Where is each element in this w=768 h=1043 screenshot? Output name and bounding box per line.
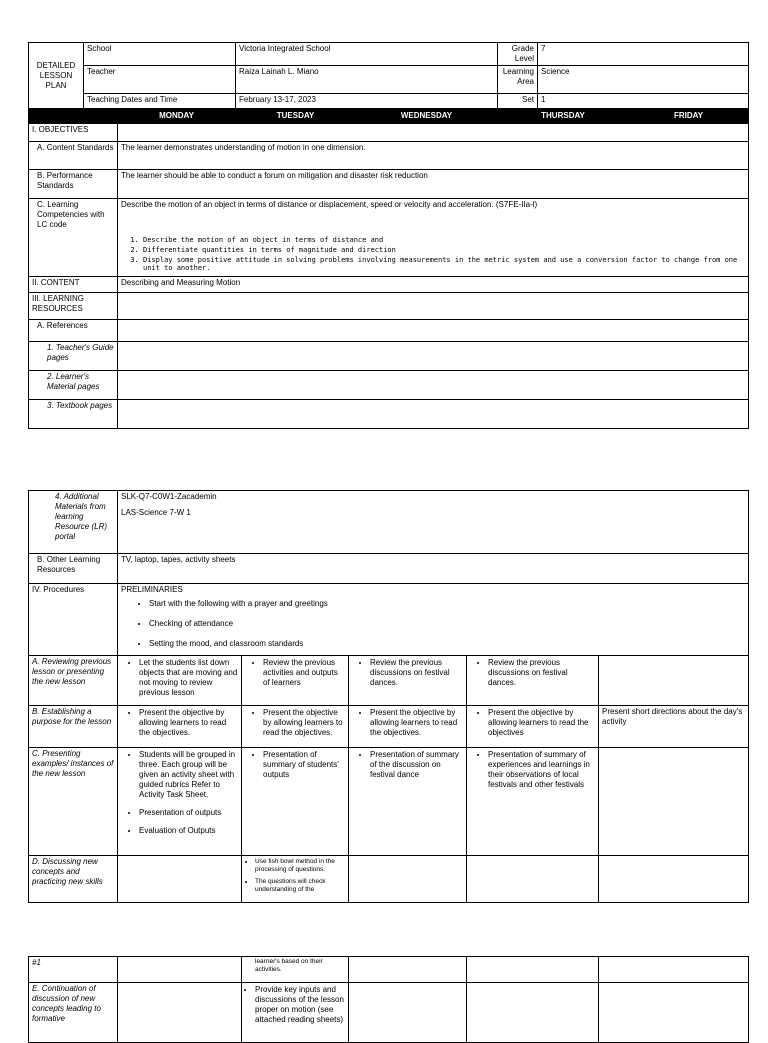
lesson-plan-table-page-3 <box>28 956 749 1043</box>
bullet-item: • The questions will check understanding of the <box>255 878 345 894</box>
teacher-value: Raiza Lainah L. Miano <box>236 66 498 94</box>
row-d-friday <box>599 856 749 903</box>
learning-resources-label: III. LEARNING RESOURCES <box>29 293 118 320</box>
dlp-label: DETAILED LESSON PLAN <box>29 43 84 109</box>
grade-level-value: 7 <box>538 43 749 66</box>
day-header-wednesday: WEDNESDAY <box>356 109 498 124</box>
row-b-monday <box>118 706 242 748</box>
competency-item: 2. Differentiate quantities in terms of magnitude and direction <box>143 246 745 255</box>
row-e-monday <box>118 983 242 1043</box>
grade-level-label: Grade Level <box>498 43 538 66</box>
additional-material-1: SLK-Q7-C0W1-Zacademin <box>121 492 217 501</box>
bullet-item: • Use fish bowl method in the processing of questions. <box>255 858 345 874</box>
row-d-thursday <box>467 856 599 903</box>
bullet-item: • Presentation of outputs <box>139 808 238 818</box>
performance-standards-value: The learner should be able to conduct a forum on mitigation and disaster risk reduction <box>118 170 749 199</box>
competency-item: 3. Display some positive attitude in solving problems involving measurements in the metric system and use a conversion factor to change from one unit to another. <box>143 256 745 274</box>
row-c-monday <box>118 748 242 856</box>
preliminaries-list <box>121 599 745 649</box>
row-a-label: A. Reviewing previous lesson or presenting the new lesson <box>29 656 118 706</box>
row-b-thursday <box>467 706 599 748</box>
bullet-item: • Presentation of summary of experiences and learnings in their observations of local festivals and other festivals <box>488 750 595 790</box>
row-a-tuesday <box>242 656 349 706</box>
row-a-monday <box>118 656 242 706</box>
teachers-guide-value <box>118 342 749 371</box>
content-standards-value: The learner demonstrates understanding of motion in one dimension. <box>118 142 749 170</box>
row-a-friday <box>599 656 749 706</box>
row-d-continued-wednesday <box>349 957 467 983</box>
performance-standards-label: B. Performance Standards <box>29 170 118 199</box>
row-d-continued-thursday <box>467 957 599 983</box>
day-header-monday: MONDAY <box>118 109 236 124</box>
preliminaries-item: • Start with the following with a prayer and greetings <box>149 599 745 609</box>
learning-competencies-list <box>121 236 745 273</box>
bullet-item: • Let the students list down objects that are moving and not moving to review previous lesson <box>139 658 238 698</box>
learning-competencies-value <box>118 199 749 277</box>
row-e-thursday <box>467 983 599 1043</box>
day-header-friday: FRIDAY <box>629 109 749 124</box>
school-value: Victoria Integrated School <box>236 43 498 66</box>
row-d-continued-tuesday: learner's based on their activities. <box>242 957 349 983</box>
additional-materials-label: 4. Additional Materials from learning Resource (LR) portal <box>29 491 118 554</box>
preliminaries-item: • Checking of attendance <box>149 619 745 629</box>
teacher-label: Teacher <box>84 66 236 94</box>
row-e-label: E. Continuation of discussion of new concepts leading to formative <box>29 983 118 1043</box>
row-b-friday: Present short directions about the day's activity <box>599 706 749 748</box>
objectives-label: I. OBJECTIVES <box>29 124 118 142</box>
lesson-plan-table-page-1 <box>28 42 749 429</box>
other-resources-value: TV, laptop, tapes, activity sheets <box>118 554 749 584</box>
set-label: Set <box>498 94 538 109</box>
learning-area-label: Learning Area <box>498 66 538 94</box>
row-c-tuesday <box>242 748 349 856</box>
bullet-item: • Provide key inputs and discussions of the lesson proper on motion (see attached reading sheets) <box>255 985 345 1025</box>
row-d-label: D. Discussing new concepts and practicing new skills <box>29 856 118 903</box>
row-c-friday <box>599 748 749 856</box>
row-d-continued-label: #1 <box>29 957 118 983</box>
row-d-wednesday <box>349 856 467 903</box>
row-b-wednesday <box>349 706 467 748</box>
teaching-dates-label: Teaching Dates and Time <box>84 94 236 109</box>
row-e-tuesday <box>242 983 349 1043</box>
row-d-monday <box>118 856 242 903</box>
additional-materials-value <box>118 491 749 554</box>
bullet-item: • Review the previous discussions on festival dances. <box>370 658 463 688</box>
bullet-item: • Present the objective by allowing learners to read the objectives <box>488 708 595 738</box>
row-b-label: B. Establishing a purpose for the lesson <box>29 706 118 748</box>
preliminaries-item: • Setting the mood, and classroom standards <box>149 639 745 649</box>
content-standards-label: A. Content Standards <box>29 142 118 170</box>
row-b-tuesday <box>242 706 349 748</box>
row-e-wednesday <box>349 983 467 1043</box>
learners-material-label: 2. Learner's Material pages <box>29 371 118 400</box>
bullet-item: • Presentation of summary of students' outputs <box>263 750 345 780</box>
row-c-label: C. Presenting examples/ instances of the new lesson <box>29 748 118 856</box>
row-a-thursday <box>467 656 599 706</box>
lesson-plan-table-page-2 <box>28 490 749 903</box>
bullet-item: • Present the objective by allowing learners to read the objectives. <box>263 708 345 738</box>
learning-competencies-statement: Describe the motion of an object in terms of distance or displacement, speed or velocity and acceleration. (S7FE-IIa-l) <box>121 200 538 209</box>
other-resources-label: B. Other Learning Resources <box>29 554 118 584</box>
references-label: A. References <box>29 320 118 342</box>
references-value <box>118 320 749 342</box>
learning-area-value: Science <box>538 66 749 94</box>
row-e-friday <box>599 983 749 1043</box>
competency-item: 1. Describe the motion of an object in terms of distance and <box>143 236 745 245</box>
learning-resources-value <box>118 293 749 320</box>
procedures-label: IV. Procedures <box>29 584 118 656</box>
day-header-blank <box>29 109 118 124</box>
objectives-value <box>118 124 749 142</box>
row-d-continued-friday <box>599 957 749 983</box>
bullet-item: • Presentation of summary of the discussion on festival dance <box>370 750 463 780</box>
row-c-thursday <box>467 748 599 856</box>
procedures-value <box>118 584 749 656</box>
row-a-wednesday <box>349 656 467 706</box>
bullet-item: • Review the previous discussions on festival dances. <box>488 658 595 688</box>
teaching-dates-value: February 13-17, 2023 <box>236 94 498 109</box>
textbook-value <box>118 400 749 429</box>
learners-material-value <box>118 371 749 400</box>
row-c-wednesday <box>349 748 467 856</box>
bullet-item: • Students will be grouped in three. Each group will be given an activity sheet with guided rubrics Refer to Activity Task Sheet. <box>139 750 238 800</box>
preliminaries-title: PRELIMINARIES <box>121 585 183 594</box>
bullet-item: • Present the objective by allowing learners to read the objectives. <box>370 708 463 738</box>
row-d-continued-monday <box>118 957 242 983</box>
content-label: II. CONTENT <box>29 277 118 293</box>
content-value: Describing and Measuring Motion <box>118 277 749 293</box>
bullet-item: • Review the previous activities and outputs of learners <box>263 658 345 688</box>
bullet-item: • Present the objective by allowing learners to read the objectives. <box>139 708 238 738</box>
set-value: 1 <box>538 94 749 109</box>
additional-material-2: LAS-Science 7-W 1 <box>121 508 191 517</box>
day-header-thursday: THURSDAY <box>498 109 629 124</box>
textbook-label: 3. Textbook pages <box>29 400 118 429</box>
teachers-guide-label: 1. Teacher's Guide pages <box>29 342 118 371</box>
school-label: School <box>84 43 236 66</box>
day-header-tuesday: TUESDAY <box>236 109 356 124</box>
bullet-item: • Evaluation of Outputs <box>139 826 238 836</box>
row-d-tuesday <box>242 856 349 903</box>
learning-competencies-label: C. Learning Competencies with LC code <box>29 199 118 277</box>
